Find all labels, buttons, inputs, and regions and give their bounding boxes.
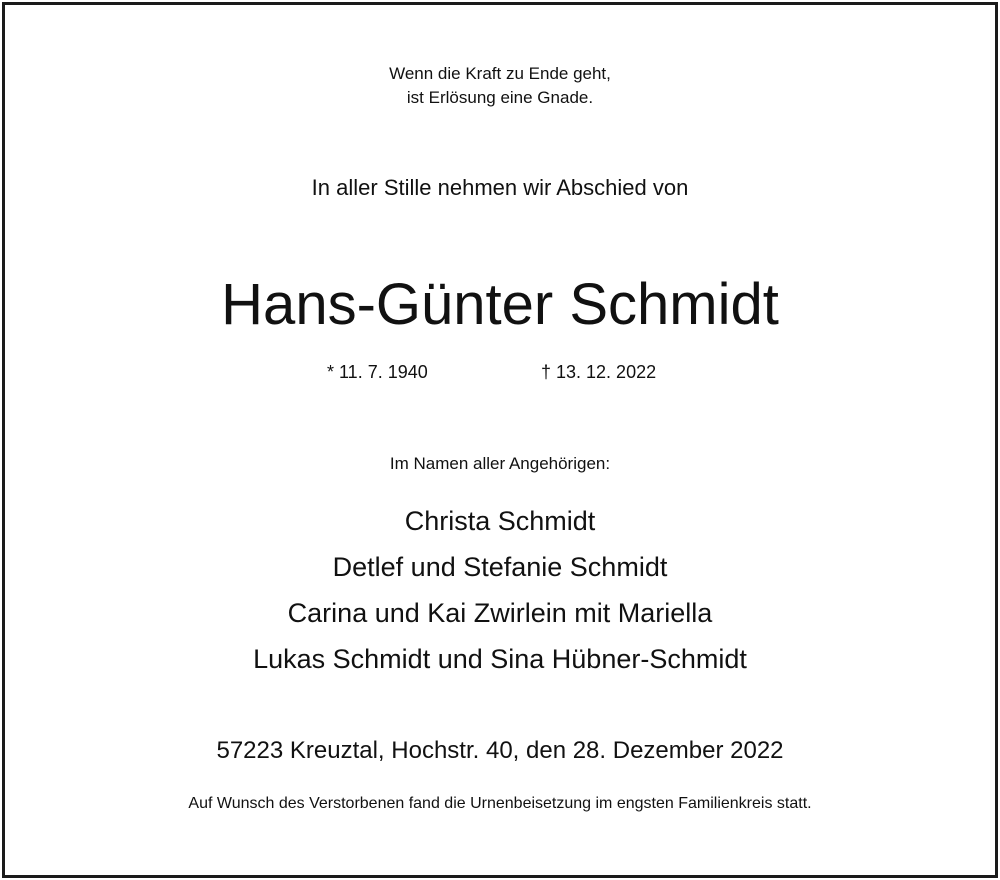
funeral-note: Auf Wunsch des Verstorbenen fand die Urnenbeisetzung im engsten Familienkreis statt. xyxy=(188,795,812,812)
motto-line-1: Wenn die Kraft zu Ende geht, xyxy=(389,64,611,83)
birth-date: * 11. 7. 1940 xyxy=(327,362,428,382)
farewell-intro: In aller Stille nehmen wir Abschied von xyxy=(311,175,689,200)
signed-by-intro: Im Namen aller Angehörigen: xyxy=(389,454,611,473)
mourner-list xyxy=(0,498,1000,682)
mourner-name: Detlef und Stefanie Schmidt xyxy=(332,552,668,582)
deceased-name: Hans-Günter Schmidt xyxy=(221,272,779,337)
motto xyxy=(0,62,1000,110)
death-date: † 13. 12. 2022 xyxy=(541,362,657,382)
mourner-name: Lukas Schmidt und Sina Hübner-Schmidt xyxy=(253,644,747,674)
mourner-name: Christa Schmidt xyxy=(404,506,596,536)
place-and-date: 57223 Kreuztal, Hochstr. 40, den 28. Dezember 2022 xyxy=(216,737,784,764)
mourner-name: Carina und Kai Zwirlein mit Mariella xyxy=(287,598,713,628)
motto-line-2: ist Erlösung eine Gnade. xyxy=(406,88,594,107)
